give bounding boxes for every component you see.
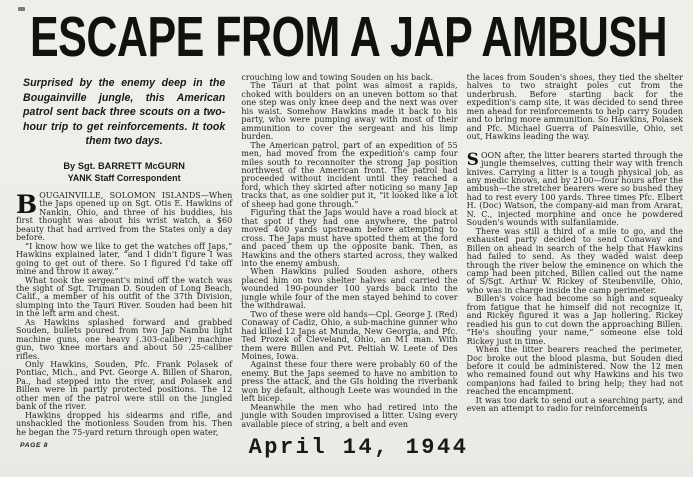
paragraph: When the litter bearers reached the perimeter, Doc broke out the blood plasma, but Souden died before it could be administered. Now the 12 men who remained found out why Hawkins and his two companions had failed to bring help; they had not reached the encampment. — [466, 345, 683, 397]
page-number: PAGE 8 — [20, 442, 49, 449]
paragraph: Billen's voice had become so high and squeaky from fatigue that he himself did not recognize it, and Rickey figured it was a Jap hollering. Rickey readied his gun to cut down the approaching Billen. “He's shouting your name,” someone else told Rickey just in time. — [466, 294, 683, 346]
article-body — [0, 74, 693, 437]
dropcap-letter: B — [16, 189, 38, 219]
column-right — [467, 74, 683, 437]
article-headline: ESCAPE FROM A JAP AMBUSH — [30, 6, 668, 70]
issue-date: April 14, 1944 — [248, 435, 469, 460]
column-left — [16, 74, 232, 437]
paragraph-text: OON after, the litter bearers started through the jungle themselves, cutting their way with trench knives. Carrying a litter is a tough physical job, as any medic knows, and by 2100—four hours after the ambush—the stretcher bearers were so bushed they had to rest every 100 yards. Three times Pfc. Elbert H. (Doc) Watson, the company-aid man from Ararat, N. C., injected morphine and once he powdered Souden's wounds with sulfanilamide. — [466, 150, 683, 228]
column-middle — [241, 74, 457, 437]
scan-artifact — [18, 7, 25, 11]
paragraph: What took the sergeant's mind off the watch was the sight of Sgt. Truman D. Souden of Long Beach, Calif., a member of his outfit of the 37th Division, slumping into the Tauri River. Souden had been hit in the left arm and chest. — [16, 275, 233, 319]
byline — [16, 160, 232, 185]
paragraph: Two of these were old hands—Cpl. George J. (Red) Conaway of Cadiz, Ohio, a sub-machine gunner who had killed 12 Japs at Munda, New Georgia, and Pfc. Ted Prozek of Cleveland, Ohio, an M1 man. With them were Billen and Pvt. Peltiah W. Leete of Des Moines, Iowa. — [241, 309, 458, 361]
paragraph: Meanwhile the men who had retired into the jungle with Souden improvised a litter. Using every available piece of string, a belt and even — [241, 402, 458, 429]
byline-title: YANK Staff Correspondent — [67, 173, 181, 184]
article-deck: Surprised by the enemy deep in the Bougainville jungle, this American patrol sent back three scouts on a two-hour trip to get reinforcements. It took them two days. — [23, 77, 226, 148]
paragraph: The Tauri at that point was almost a rapids, choked with boulders on an uneven bottom so that one step was only knee deep and the next was over his waist. Somehow Hawkins made it back to his party, who were pumping away with most of their ammunition to cover the sergeant and his limp burden. — [241, 81, 458, 142]
paragraph: Against these four there were probably 60 of the enemy. But the Japs seemed to have no ambition to press the attack, and the GIs holding the riverbank won by default, although Leete was wounded in the left bicep. — [241, 360, 458, 404]
paragraph: the laces from Souden's shoes, they tied the shelter halves to two straight poles cut from the underbrush. Before starting back for the expedition's camp site, it was decided to send three men ahead for reinforcements to help carry Souden and to bring more ammunition. So Hawkins, Polasek and Pfc. Michael Guerra of Painesville, Ohio, set out, Hawkins leading the way. — [466, 73, 683, 142]
dropcap-letter: S — [466, 149, 479, 170]
paragraph: Only Hawkins, Souden, Pfc. Frank Polasek of Pontiac, Mich., and Pvt. George A. Billen of Sharon, Pa., had stepped into the river, and Polasek and Billen were in partly protected positions. The 12 other men of the patrol were still on the jungled bank of the river. — [16, 360, 233, 412]
paragraph — [16, 189, 233, 243]
paragraph: It was too dark to send out a searching party, and even an attempt to radio for reinforcements — [466, 395, 683, 414]
byline-author: By Sgt. BARRETT McGURN — [63, 160, 185, 171]
paragraph: The American patrol, part of an expedition of 55 men, had moved from the expedition's camp four miles south to reconnoiter the strong Jap position northwest of the American front. The patrol had proceeded without incident until they reached a ford, which they skirted after noticing so many Jap tracks that, as one soldier put it, “it looked like a lot of sheep had gone through.” — [241, 140, 458, 209]
paragraph: There was still a third of a mile to go, and the exhausted party decided to send Conaway and Billen on ahead in search of the help that Hawkins had failed to send. As they waded waist deep through the river below the eminence on which the camp had been pitched, Billen called out the name of S/Sgt. Arthur W. Rickey of Steubenville, Ohio, who was in charge inside the camp perimeter. — [466, 226, 683, 295]
paragraph: When Hawkins pulled Souden ashore, others placed him on two shelter halves and carried the wounded 190-pounder 100 yards back into the jungle while four of the men stayed behind to cover the withdrawal. — [241, 267, 458, 311]
paragraph: crouching low and towing Souden on his back. — [241, 73, 434, 82]
paragraph-text: OUGAINVILLE, SOLOMON ISLANDS—When the Japs opened up on Sgt. Otis E. Hawkins of Nankin, Ohio, and three of his buddies, his first thought was about his wrist watch, a $60 beauty that had arrived from the States only a day before. — [16, 190, 233, 243]
paragraph: Hawkins dropped his sidearms and rifle, and unshackled the motionless Souden from his. Then he began the 75-yard return through open water, — [16, 410, 233, 437]
paragraph: As Hawkins splashed forward and grabbed Souden, bullets poured from two Jap Nambu light machine guns, one heavy (.303-caliber) machine gun, two knee mortars and about 50 .25-caliber rifles. — [16, 317, 233, 361]
paragraph: Figuring that the Japs would have a road block at that spot if they had one anywhere, the patrol moved 400 yards upstream before attempting to cross. The Japs must have spotted them at the ford and paced them up the opposite bank. Then, as Hawkins and the others started across, they walked into the enemy ambush. — [241, 208, 458, 268]
paragraph: “I know how we like to get the watches off Japs,” Hawkins explained later, “and I didn't figure I was going to get out of there. So I figured I'd take off mine and throw it away.” — [16, 241, 233, 277]
paragraph — [466, 149, 683, 228]
